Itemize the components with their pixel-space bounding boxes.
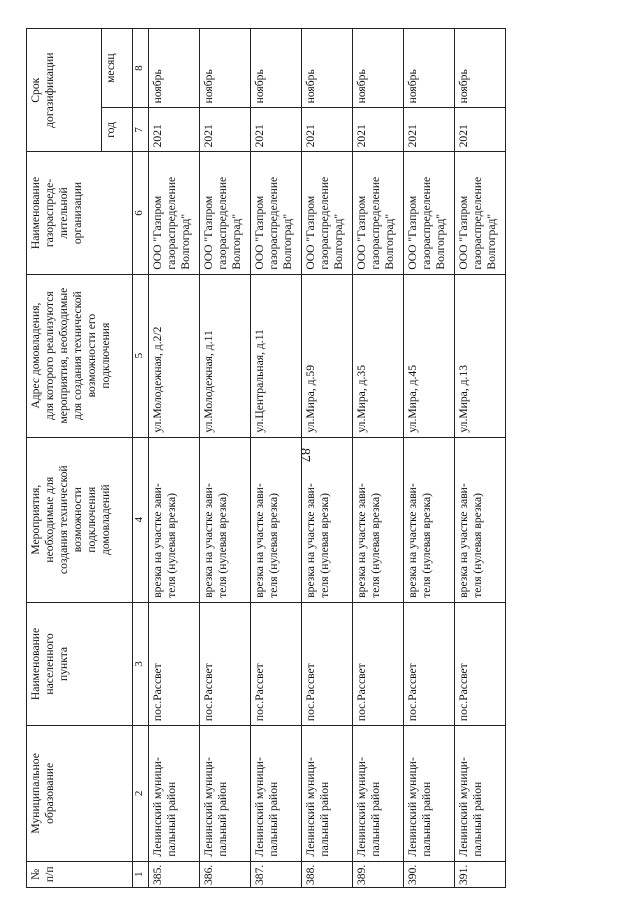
cell-measures: врезка на участке зави- теля (нулевая врезка) — [353, 437, 404, 602]
column-number: 3 — [133, 602, 149, 725]
cell-municipality: Ленинский муници- пальный район — [353, 726, 404, 861]
cell-measures: врезка на участке зави- теля (нулевая врезка) — [251, 437, 302, 602]
header-settlement: Наименование населенного пункта — [27, 602, 133, 725]
cell-month: ноябрь — [251, 29, 302, 108]
cell-num: 390. — [404, 861, 455, 887]
cell-month: ноябрь — [302, 29, 353, 108]
table-row — [404, 29, 455, 888]
cell-settlement: пос.Рассвет — [149, 602, 200, 725]
cell-num: 391. — [455, 861, 506, 887]
cell-address: ул.Центральная, д.11 — [251, 274, 302, 437]
table-row — [353, 29, 404, 888]
cell-year: 2021 — [251, 108, 302, 152]
rotated-table-wrapper — [26, 28, 596, 888]
cell-measures: врезка на участке зави- теля (нулевая врезка) — [455, 437, 506, 602]
column-number: 8 — [133, 29, 149, 108]
cell-num: 387. — [251, 861, 302, 887]
header-deadline: Срок догазификации — [27, 29, 102, 152]
header-measures: Мероприятия, необходимые для создания технической возможности подключения домовладений — [27, 437, 133, 602]
cell-municipality: Ленинский муници- пальный район — [149, 726, 200, 861]
cell-municipality: Ленинский муници- пальный район — [251, 726, 302, 861]
cell-measures: врезка на участке зави- теля (нулевая врезка) — [200, 437, 251, 602]
table-row — [302, 29, 353, 888]
table-row — [200, 29, 251, 888]
cell-measures: врезка на участке зави- теля (нулевая врезка) — [302, 437, 353, 602]
cell-municipality: Ленинский муници- пальный район — [455, 726, 506, 861]
header-num: № п/п — [27, 861, 133, 887]
header-municipality: Муниципальное образование — [27, 726, 133, 861]
cell-measures: врезка на участке зави- теля (нулевая врезка) — [149, 437, 200, 602]
cell-organization: ООО "Газпром газораспределение Волгоград" — [251, 152, 302, 274]
table-row — [455, 29, 506, 888]
cell-address: ул.Мира, д.13 — [455, 274, 506, 437]
cell-year: 2021 — [149, 108, 200, 152]
page-number: 87 — [297, 448, 312, 462]
cell-municipality: Ленинский муници- пальный район — [302, 726, 353, 861]
cell-organization: ООО "Газпром газораспределение Волгоград" — [353, 152, 404, 274]
table-row — [251, 29, 302, 888]
cell-num: 389. — [353, 861, 404, 887]
cell-year: 2021 — [302, 108, 353, 152]
cell-address: ул.Мира, д.45 — [404, 274, 455, 437]
cell-settlement: пос.Рассвет — [455, 602, 506, 725]
cell-year: 2021 — [200, 108, 251, 152]
cell-year: 2021 — [455, 108, 506, 152]
cell-month: ноябрь — [404, 29, 455, 108]
cell-month: ноябрь — [200, 29, 251, 108]
header-address: Адрес домовладения, для которого реализуются мероприятия, необходимые для создания технической возможности его подключения — [27, 274, 133, 437]
gasification-table — [26, 28, 506, 888]
column-number: 6 — [133, 152, 149, 274]
cell-settlement: пос.Рассвет — [353, 602, 404, 725]
header-month: месяц — [102, 29, 133, 108]
cell-settlement: пос.Рассвет — [302, 602, 353, 725]
cell-month: ноябрь — [353, 29, 404, 108]
header-row — [27, 29, 102, 888]
cell-num: 388. — [302, 861, 353, 887]
cell-address: ул.Молодежная, д.11 — [200, 274, 251, 437]
cell-organization: ООО "Газпром газораспределение Волгоград" — [149, 152, 200, 274]
cell-settlement: пос.Рассвет — [251, 602, 302, 725]
header-organization: Наименование газораспреде- лительной организации — [27, 152, 133, 274]
header-year: год — [102, 108, 133, 152]
cell-address: ул.Молодежная, д.2/2 — [149, 274, 200, 437]
cell-num: 386. — [200, 861, 251, 887]
cell-organization: ООО "Газпром газораспределение Волгоград" — [455, 152, 506, 274]
cell-year: 2021 — [353, 108, 404, 152]
cell-settlement: пос.Рассвет — [404, 602, 455, 725]
cell-municipality: Ленинский муници- пальный район — [200, 726, 251, 861]
column-number: 5 — [133, 274, 149, 437]
column-numbers-row — [133, 29, 149, 888]
cell-settlement: пос.Рассвет — [200, 602, 251, 725]
table-row — [149, 29, 200, 888]
cell-organization: ООО "Газпром газораспределение Волгоград" — [302, 152, 353, 274]
cell-num: 385. — [149, 861, 200, 887]
cell-year: 2021 — [404, 108, 455, 152]
column-number: 1 — [133, 861, 149, 887]
column-number: 7 — [133, 108, 149, 152]
cell-municipality: Ленинский муници- пальный район — [404, 726, 455, 861]
cell-month: ноябрь — [149, 29, 200, 108]
cell-month: ноябрь — [455, 29, 506, 108]
cell-address: ул.Мира, д.59 — [302, 274, 353, 437]
cell-address: ул.Мира, д.35 — [353, 274, 404, 437]
column-number: 2 — [133, 726, 149, 861]
column-number: 4 — [133, 437, 149, 602]
cell-measures: врезка на участке зави- теля (нулевая врезка) — [404, 437, 455, 602]
cell-organization: ООО "Газпром газораспределение Волгоград" — [404, 152, 455, 274]
cell-organization: ООО "Газпром газораспределение Волгоград" — [200, 152, 251, 274]
